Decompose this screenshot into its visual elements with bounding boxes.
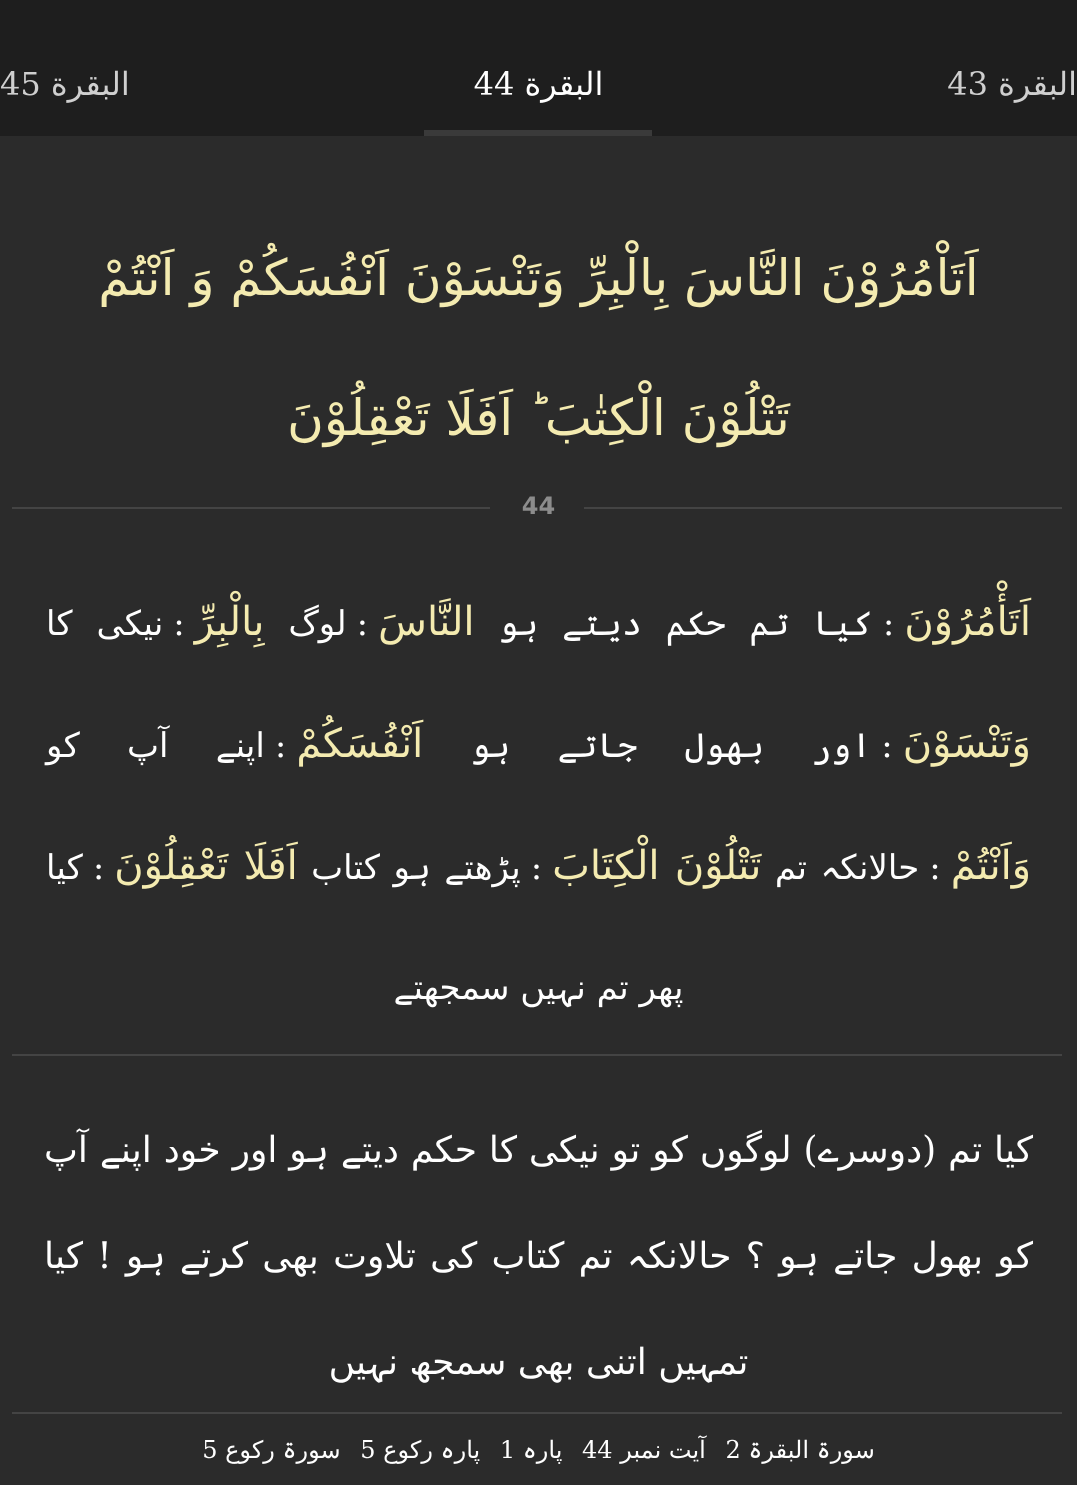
wbw-arabic-word: تَتْلُوْنَ الْكِتَابَ — [552, 843, 762, 889]
wbw-arabic-word: وَتَنْسَوْنَ — [902, 721, 1031, 767]
tab-current-ayah[interactable]: البقرة 44 — [473, 65, 604, 103]
wbw-meaning: کیا تم حکم دیتے ہو — [498, 604, 873, 644]
footer-para-ruku: پارہ رکوع 5 — [360, 1436, 481, 1464]
tab-previous-ayah[interactable]: البقرة 45 — [0, 65, 130, 103]
wbw-item: وَتَنْسَوْنَ:اور بھول جاتے ہو — [470, 721, 1031, 767]
wbw-item: اَفَلَا تَعْقِلُوْنَ:کیا پھر تم نہیں سمجھتے — [46, 843, 684, 1008]
wbw-item: تَتْلُوْنَ الْكِتَابَ:پڑھتے ہو کتاب — [311, 843, 762, 889]
verse-arabic-text: اَتَاْمُرُوْنَ النَّاسَ بِالْبِرِّ وَتَنْسَوْنَ اَنْفُسَكُمْ وَ اَنْتُمْ تَتْلُوْنَ الْكِتٰبَ ؕ اَفَلَا تَعْقِلُوْنَ — [98, 249, 979, 447]
wbw-item: بِالْبِرِّ:نیکی کا — [46, 599, 265, 645]
word-by-word-meanings — [46, 562, 1031, 1048]
wbw-arabic-word: بِالْبِرِّ — [194, 599, 265, 645]
selected-tab-indicator — [424, 130, 652, 136]
wbw-arabic-word: اَنْفُسَكُمْ — [296, 721, 424, 767]
urdu-translation: کیا تم (دوسرے) لوگوں کو تو نیکی کا حکم دیتے ہو اور خود اپنے آپ کو بھول جاتے ہو ؟ حالانکہ تم کتاب کی تلاوت بھی کرتے ہو ! کیا تمہیں اتنی بھی سمجھ نہیں — [44, 1130, 1033, 1383]
ayah-tab-bar — [0, 0, 1077, 136]
wbw-meaning: پڑھتے ہو کتاب — [311, 848, 521, 888]
footer-ayah-number: آیت نمبر 44 — [582, 1436, 706, 1464]
wbw-meaning: کیا پھر تم نہیں سمجھتے — [46, 848, 684, 1008]
tab-next-ayah[interactable]: البقرة 43 — [947, 65, 1077, 103]
verse-reference-footer — [0, 1436, 1077, 1480]
verse-number: 44 — [521, 492, 556, 520]
section-divider — [12, 1412, 1062, 1414]
footer-para: پارہ 1 — [499, 1436, 563, 1464]
wbw-meaning: اپنے آپ کو — [46, 726, 265, 766]
wbw-item: اَتَأْمُرُوْنَ:کیا تم حکم دیتے ہو — [498, 599, 1032, 645]
wbw-item: وَاَنْتُمْ:حالانکہ تم — [774, 843, 1032, 889]
wbw-item: اَنْفُسَكُمْ:اپنے آپ کو — [46, 721, 424, 767]
wbw-meaning: اور بھول جاتے ہو — [470, 726, 872, 766]
footer-surah: سورۃ البقرۃ 2 — [725, 1436, 875, 1464]
wbw-arabic-word: النَّاسَ — [378, 599, 475, 645]
wbw-meaning: نیکی کا — [46, 604, 164, 644]
wbw-meaning: لوگ — [288, 604, 347, 644]
wbw-item: النَّاسَ:لوگ — [288, 599, 475, 645]
section-divider — [12, 1054, 1062, 1056]
wbw-arabic-word: وَاَنْتُمْ — [950, 843, 1032, 889]
footer-surah-ruku: سورۃ رکوع 5 — [202, 1436, 341, 1464]
wbw-meaning: حالانکہ تم — [774, 848, 920, 888]
wbw-arabic-word: اَفَلَا تَعْقِلُوْنَ — [114, 843, 298, 889]
wbw-arabic-word: اَتَأْمُرُوْنَ — [904, 599, 1032, 645]
